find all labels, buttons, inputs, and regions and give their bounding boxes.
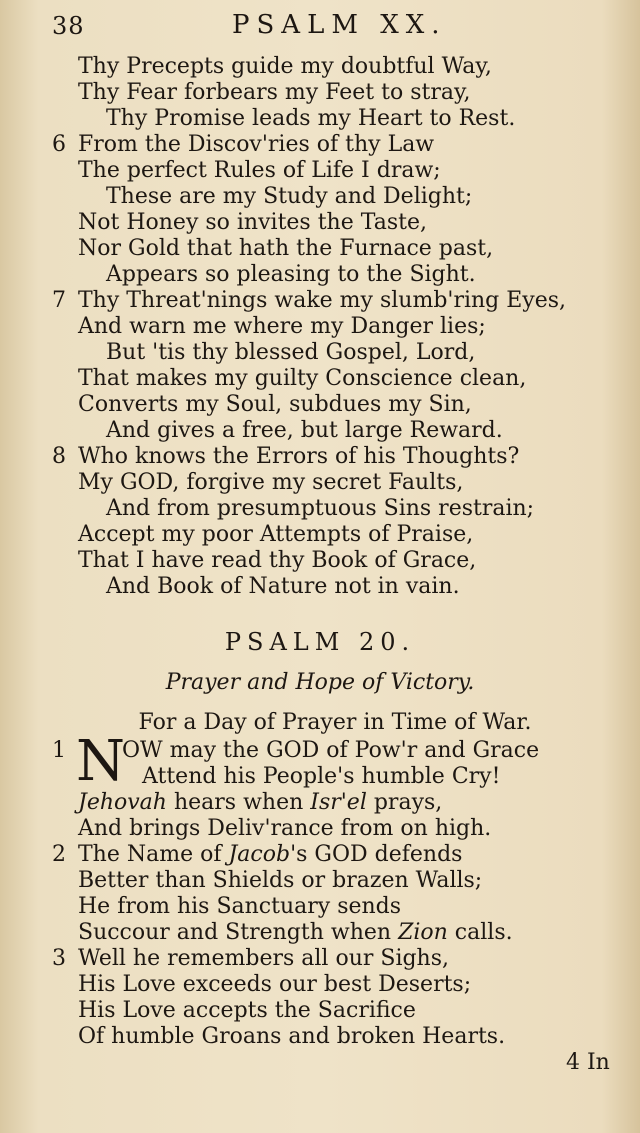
verse-line — [0, 496, 640, 522]
verse-text: From the Discov'ries of thy Law — [78, 132, 435, 157]
verse-text-part: The Name of — [78, 842, 229, 867]
verse-line — [0, 366, 640, 392]
verse-line — [0, 288, 640, 314]
verse-text-part: Succour and Strength when — [78, 920, 399, 945]
verse-text: Thy Threat'nings wake my slumb'ring Eyes, — [78, 288, 567, 313]
verse-text-part: prays, — [366, 790, 443, 815]
verse-line — [0, 340, 640, 366]
verse-text: My GOD, forgive my secret Faults, — [78, 470, 464, 495]
verse-number: 2 — [52, 842, 66, 867]
catchword: 4 In — [566, 1050, 610, 1075]
verse-line — [0, 972, 640, 998]
verse-line — [0, 262, 640, 288]
drop-cap: N — [76, 729, 125, 794]
verse-text — [78, 842, 462, 868]
verse-text: Appears so pleasing to the Sight. — [106, 262, 476, 287]
psalm-occasion: For a Day of Prayer in Time of War. — [138, 710, 532, 735]
verse-line — [0, 790, 640, 816]
verse-text: Who knows the Errors of his Thoughts? — [78, 444, 520, 469]
verse-text: And brings Deliv'rance from on high. — [78, 816, 492, 841]
verse-text: Better than Shields or brazen Walls; — [78, 868, 483, 893]
verse-line — [0, 894, 640, 920]
verse-line — [0, 418, 640, 444]
verse-text: His Love accepts the Sacrifice — [78, 998, 416, 1023]
verse-text: Not Honey so invites the Taste, — [78, 210, 427, 235]
verse-text: OW may the GOD of Pow'r and Grace — [122, 738, 540, 763]
verse-line — [0, 210, 640, 236]
verse-text: And warn me where my Danger lies; — [78, 314, 486, 339]
verse-text: These are my Study and Delight; — [106, 184, 473, 209]
italic-name: Jehovah — [78, 790, 167, 815]
verse-line — [0, 816, 640, 842]
page-header — [0, 8, 640, 42]
verse-number: 3 — [52, 946, 66, 971]
verse-text: That I have read thy Book of Grace, — [78, 548, 477, 573]
verse-text: Thy Precepts guide my doubtful Way, — [78, 54, 492, 79]
page-number: 38 — [52, 12, 85, 40]
verse-number: 7 — [52, 288, 66, 313]
verse-text: Attend his People's humble Cry! — [142, 764, 501, 789]
verse-text: He from his Sanctuary sends — [78, 894, 402, 919]
verse-line — [0, 548, 640, 574]
psalm-19-continuation — [0, 54, 640, 600]
verse-text: Nor Gold that hath the Furnace past, — [78, 236, 494, 261]
verse-line — [0, 314, 640, 340]
verse-line — [0, 54, 640, 80]
verse-number: 6 — [52, 132, 66, 157]
verse-text-part: calls. — [447, 920, 513, 945]
verse-line — [0, 132, 640, 158]
verse-text — [78, 920, 513, 946]
verse-text: Thy Fear forbears my Feet to stray, — [78, 80, 471, 105]
verse-text: Well he remembers all our Sighs, — [78, 946, 450, 971]
verse-number: 8 — [52, 444, 66, 469]
verse-line — [0, 80, 640, 106]
verse-text: Accept my poor Attempts of Praise, — [78, 522, 474, 547]
verse-line — [0, 392, 640, 418]
psalm-subtitle: Prayer and Hope of Victory. — [165, 670, 475, 695]
verse-line — [0, 184, 640, 210]
verse-line — [0, 868, 640, 894]
verse-text: His Love exceeds our best Deserts; — [78, 972, 472, 997]
verse-text: That makes my guilty Conscience clean, — [78, 366, 527, 391]
verse-text: Converts my Soul, subdues my Sin, — [78, 392, 472, 417]
psalm-20-verses — [0, 729, 640, 1050]
italic-name: Zion — [398, 920, 448, 945]
verse-text-part: 's GOD defends — [290, 842, 463, 867]
verse-text: The perfect Rules of Life I draw; — [78, 158, 441, 183]
verse-line — [0, 444, 640, 470]
verse-text: And from presumptuous Sins restrain; — [106, 496, 535, 521]
running-head: PSALM XX. — [232, 10, 447, 40]
verse-text: And gives a free, but large Reward. — [106, 418, 503, 443]
italic-name: Isr'el — [310, 790, 367, 815]
verse-line — [0, 470, 640, 496]
verse-line — [0, 574, 640, 600]
verse-line — [0, 764, 640, 790]
verse-text: And Book of Nature not in vain. — [106, 574, 460, 599]
verse-number: 1 — [52, 738, 66, 763]
verse-text — [78, 790, 442, 816]
verse-line — [0, 158, 640, 184]
verse-line — [0, 842, 640, 868]
italic-name: Jacob — [228, 842, 291, 867]
verse-line — [0, 236, 640, 262]
psalm-title: PSALM 20. — [224, 628, 416, 656]
verse-line — [0, 946, 640, 972]
verse-line — [0, 998, 640, 1024]
verse-text: Thy Promise leads my Heart to Rest. — [106, 106, 516, 131]
verse-text: But 'tis thy blessed Gospel, Lord, — [106, 340, 476, 365]
verse-text: Of humble Groans and broken Hearts. — [78, 1024, 506, 1049]
verse-line — [0, 522, 640, 548]
verse-line — [0, 106, 640, 132]
verse-line — [0, 920, 640, 946]
verse-text-part: hears when — [166, 790, 311, 815]
verse-line — [0, 1024, 640, 1050]
